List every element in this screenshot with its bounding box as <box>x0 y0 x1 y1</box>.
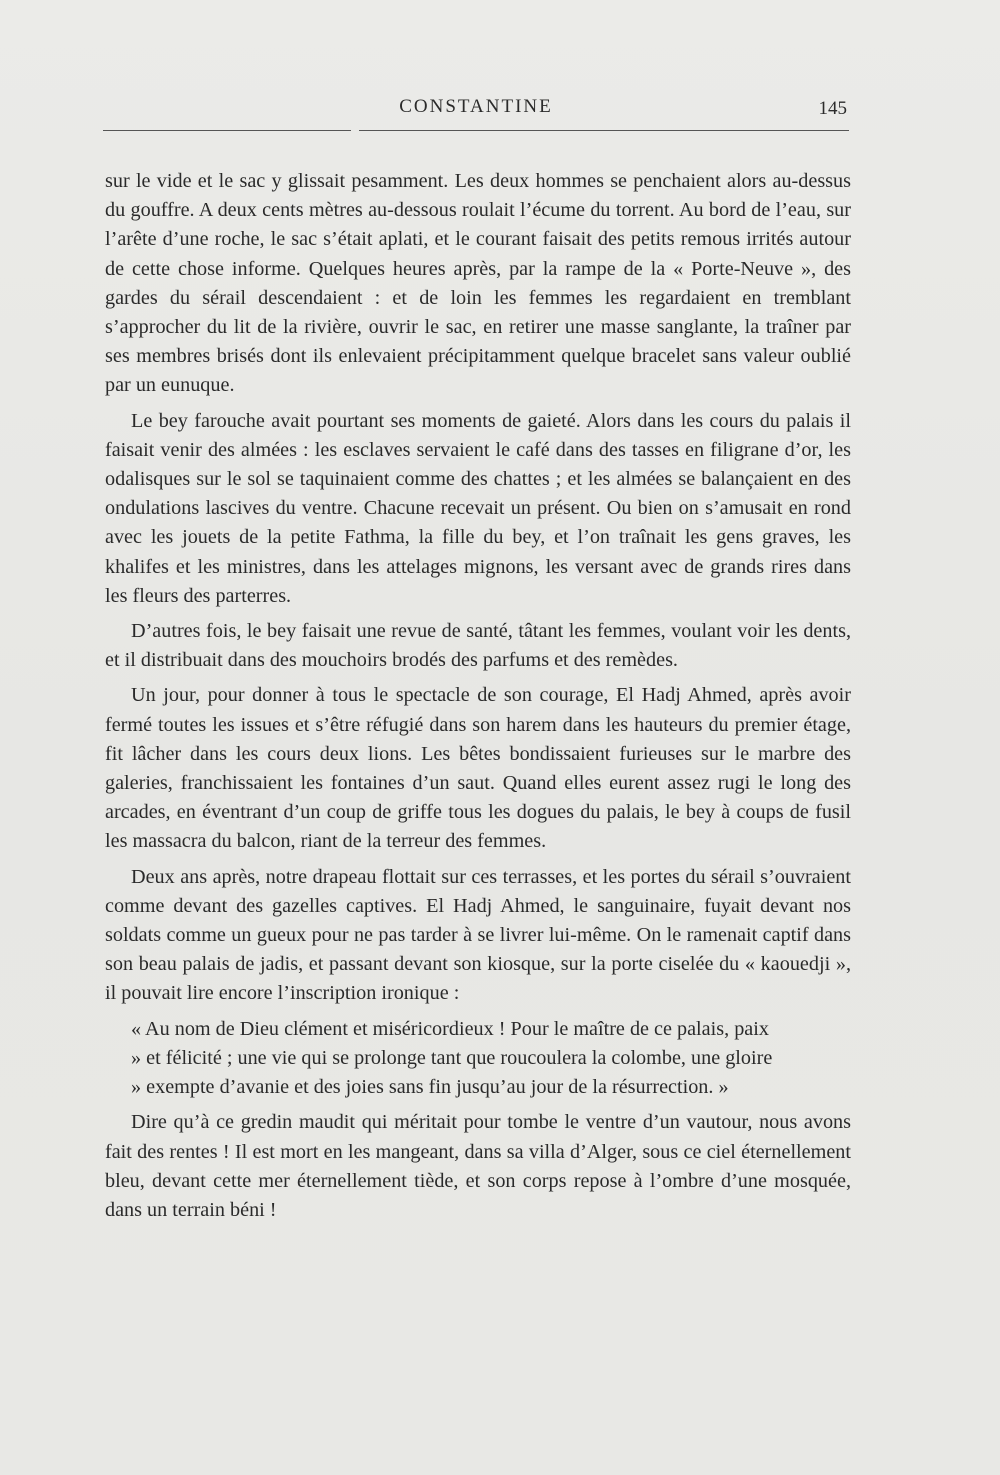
paragraph: D’autres fois, le bey faisait une revue de santé, tâtant les femmes, voulant voir les dents, et il distribuait dans des mouchoirs brodés des parfums et des remèdes. <box>105 620 851 672</box>
running-header <box>103 96 849 136</box>
header-rule-left <box>103 130 351 131</box>
header-rule-right <box>359 130 849 131</box>
quote-line: » exempte d’avanie et des joies sans fin jusqu’au jour de la résurrection. » <box>131 1076 729 1099</box>
body-text <box>105 167 851 1231</box>
closing-paragraph: Dire qu’à ce gredin maudit qui méritait pour tombe le ventre d’un vautour, nous avons fait des rentes ! Il est mort en les mangeant, dans sa villa d’Alger, sous ce ciel éternellement bleu, devant cette mer éternellement tiède, et son corps repose à l’ombre d’une mosquée, dans un terrain béni ! <box>105 1111 851 1221</box>
page-number: 145 <box>818 98 847 119</box>
quote-line: » et félicité ; une vie qui se prolonge tant que roucoulera la colombe, une gloire <box>131 1046 773 1069</box>
paragraph-continuation: sur le vide et le sac y glissait pesamment. Les deux hommes se penchaient alors au-dessus du gouffre. A deux cents mètres au-dessous roulait l’écume du torrent. Au bord de l’eau, sur l’arête d’une roche, le sac s’était aplati, et le courant faisait des petits remous irrités autour de cette chose informe. Quelques heures après, par la rampe de la « Porte-Neuve », des gardes du sérail descendaient : et de loin les femmes les regardaient en tremblant s’approcher du lit de la rivière, ouvrir le sac, en retirer une masse sanglante, la traîner par ses membres brisés dont ils enlevaient précipitamment quelque bracelet sans valeur oublié par un eunuque. <box>105 170 851 397</box>
inscription-quote <box>105 1015 851 1103</box>
quote-line: « Au nom de Dieu clément et miséricordieux ! Pour le maître de ce palais, paix <box>131 1017 769 1040</box>
paragraph: Un jour, pour donner à tous le spectacle de son courage, El Hadj Ahmed, après avoir fermé toutes les issues et s’être réfugié dans son harem dans les hauteurs du premier étage, fit lâcher dans les cours deux lions. Les bêtes bondissaient furieuses sur le marbre des galeries, franchissaient les fontaines d’un saut. Quand elles eurent assez rugi le long des arcades, en éventrant d’un coup de griffe tous les dogues du palais, le bey à coups de fusil les massacra du balcon, riant de la terreur des femmes. <box>105 684 851 853</box>
paragraph: Deux ans après, notre drapeau flottait sur ces terrasses, et les portes du sérail s’ouvraient comme devant des gazelles captives. El Hadj Ahmed, le sanguinaire, fuyait devant nos soldats comme un gueux pour ne pas tarder à se livrer lui-même. On le ramenait captif dans son beau palais de jadis, et passant devant son kiosque, sur la porte ciselée du « kaouedji », il pouvait lire encore l’inscription ironique : <box>105 865 851 1005</box>
running-title: CONSTANTINE <box>399 96 553 117</box>
paragraph: Le bey farouche avait pourtant ses moments de gaieté. Alors dans les cours du palais il faisait venir des almées : les esclaves servaient le café dans des tasses en filigrane d’or, les odalisques sur le sol se taquinaient comme des chattes ; et les almées se balançaient en des ondulations lascives du ventre. Chacune recevait un présent. Ou bien on s’amusait en rond avec les jouets de la petite Fathma, la fille du bey, et l’on traînait les gens graves, les khalifes et les ministres, dans les attelages mignons, les versant avec de grands rires dans les fleurs des parterres. <box>105 409 851 607</box>
